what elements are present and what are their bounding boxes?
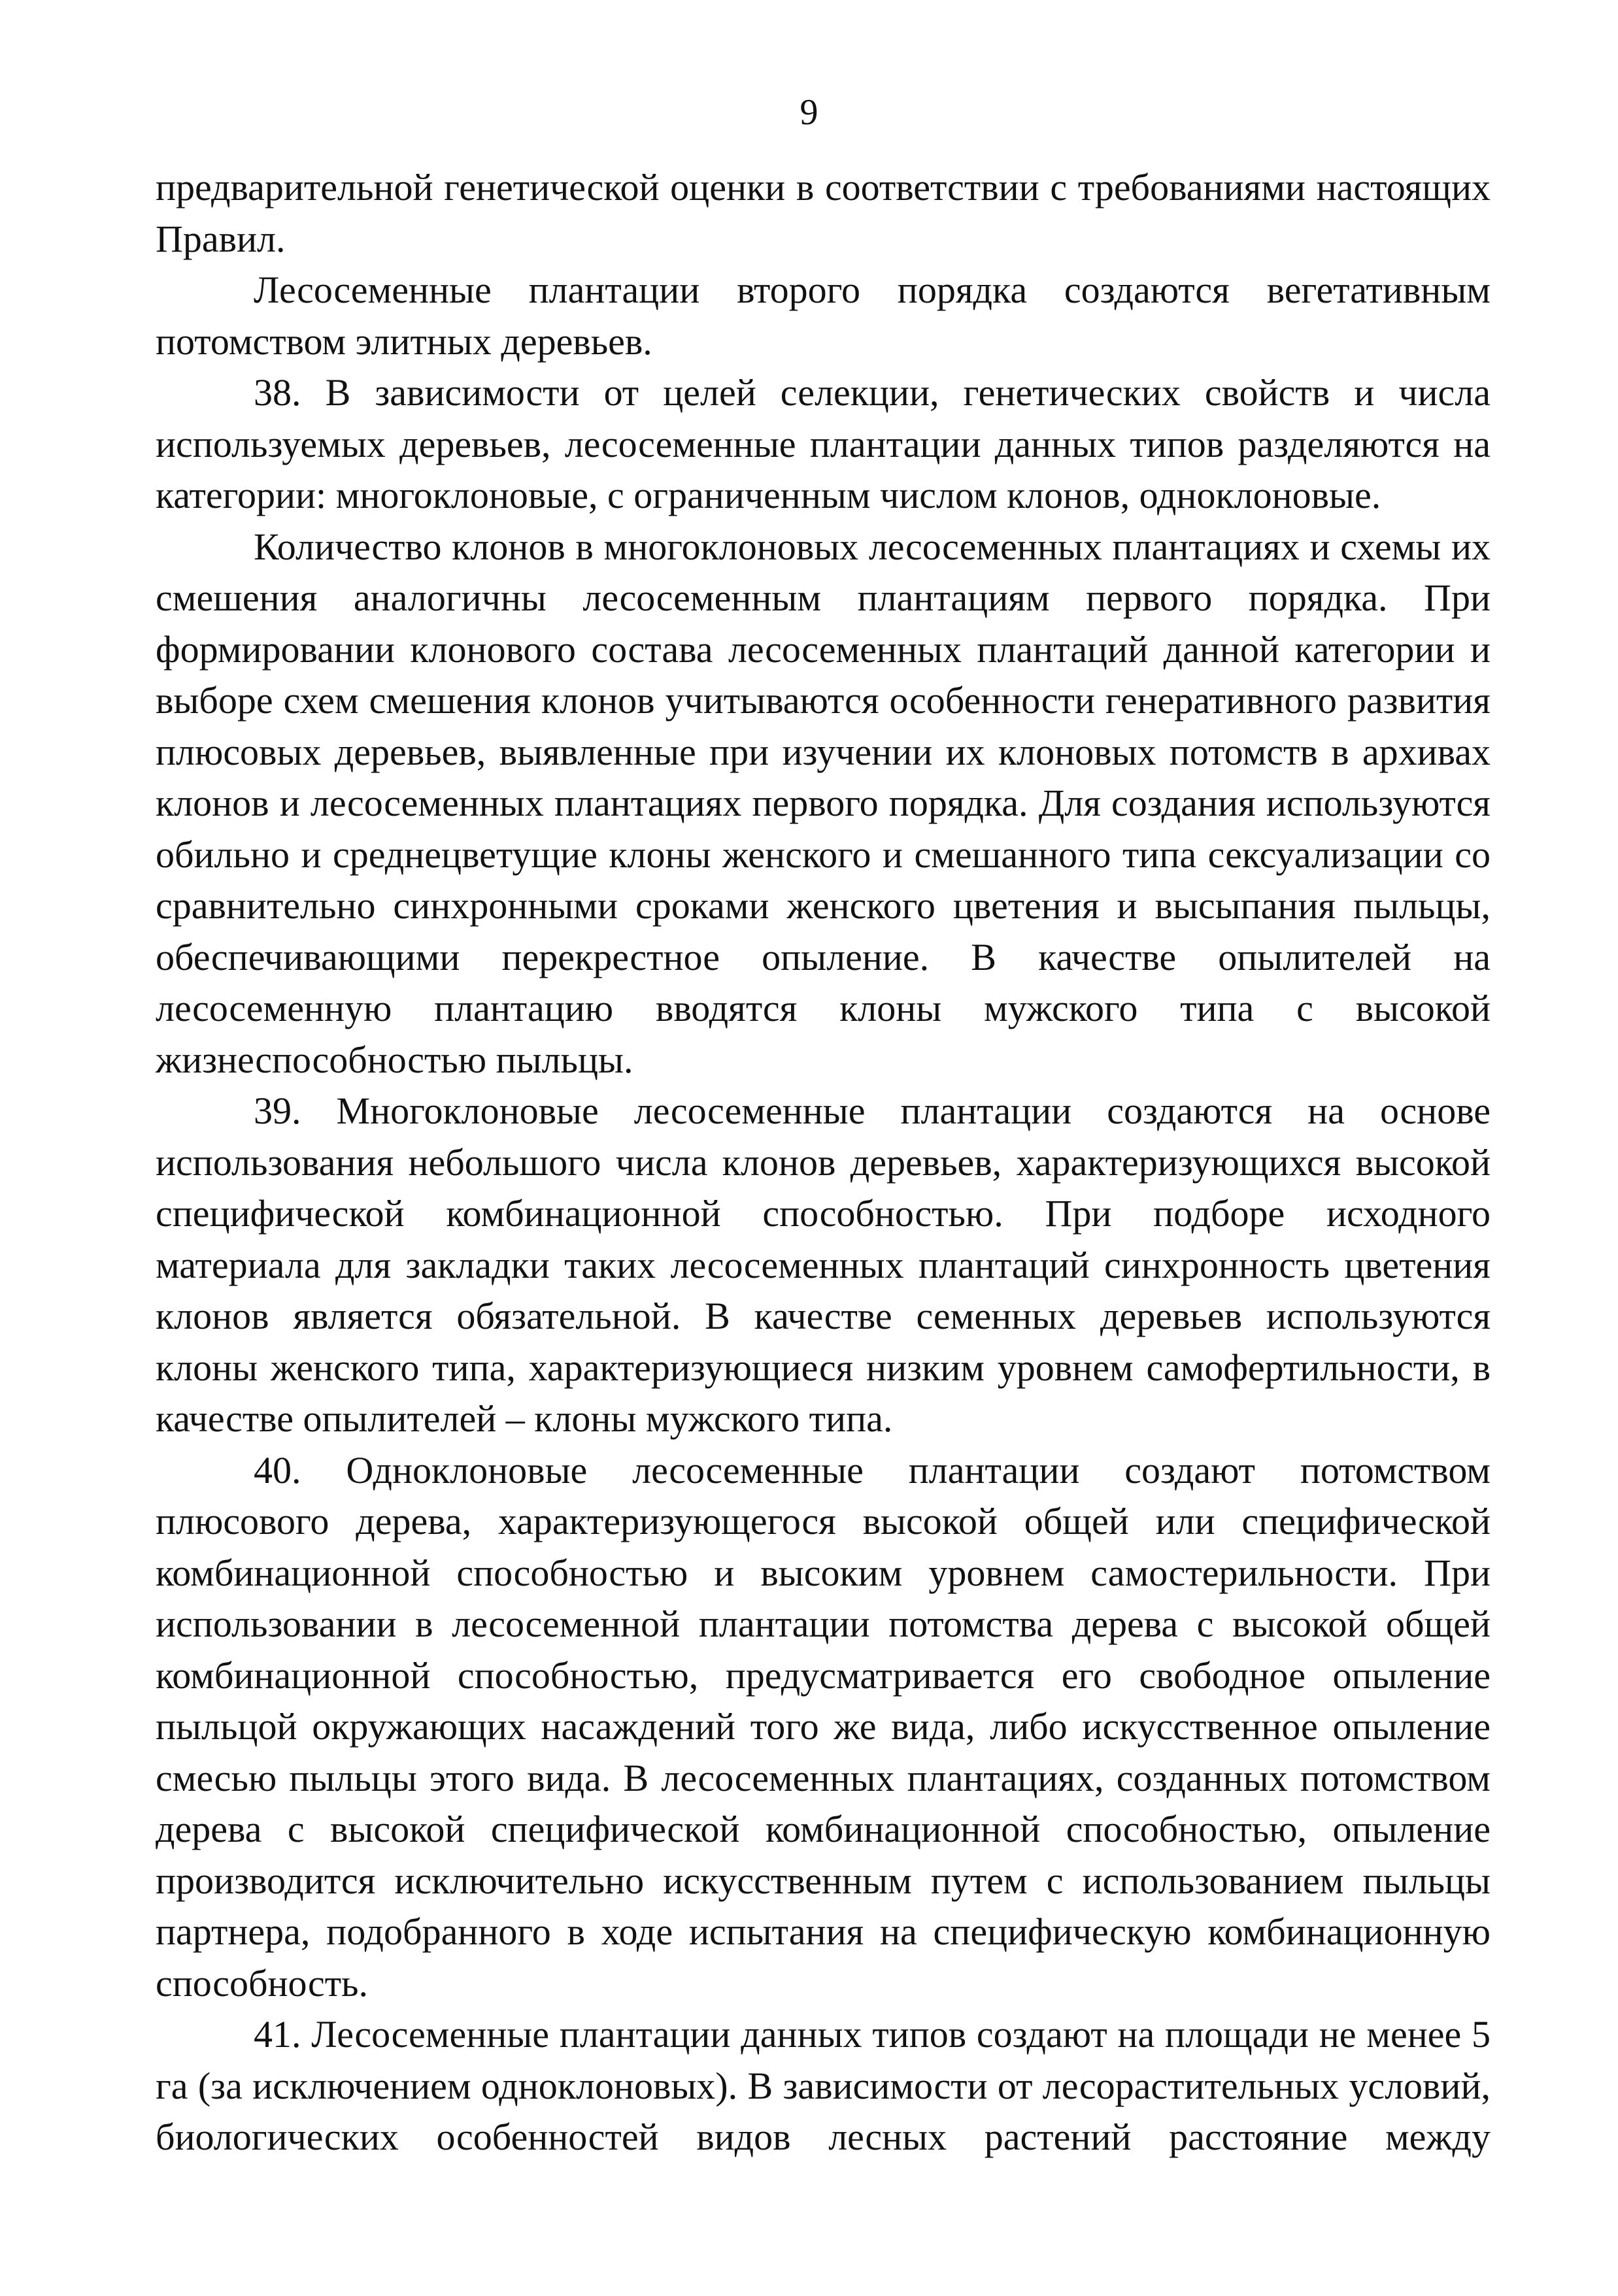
paragraph-item-40: 40. Одноклоновые лесосеменные плантации создают потомством плюсового дерева, характеризующегося высокой общей или специфической комбинационной способностью и высоким уровнем самостерильности. При использовании в лесосеменной плантации потомства дерева с высокой общей комбинационной способностью, предусматривается его свободное опыление пыльцой окружающих насаждений того же вида, либо искусственное опыление смесью пыльцы этого вида. В лесосеменных плантациях, созданных потомством дерева с высокой специфической комбинационной способностью, опыление производится исключительно искусственным путем с использованием пыльцы партнера, подобранного в ходе испытания на специфическую комбинационную способность. xyxy=(156,1448,1491,2005)
page-number: 9 xyxy=(800,92,818,133)
paragraph-item-39: 39. Многоклоновые лесосеменные плантации создаются на основе использования небольшого числа клонов деревьев, характеризующихся высокой специфической комбинационной способностью. При подборе исходного материала для закладки таких лесосеменных плантаций синхронность цветения клонов является обязательной. В качестве семенных деревьев используются клоны женского типа, характеризующиеся низким уровнем самофертильности, в качестве опылителей – клоны мужского типа. xyxy=(156,1090,1491,1440)
paragraph-item-41: 41. Лесосеменные плантации данных типов создают на площади не менее 5 га (за исключением одноклоновых). В зависимости от лесорастительных условий, биологических особенностей видов лесных растений расстояние между xyxy=(156,2013,1491,2158)
paragraph-item-38: 38. В зависимости от целей селекции, генетических свойств и числа используемых деревьев, лесосеменные плантации данных типов разделяются на категории: многоклоновые, с ограниченным числом клонов, одноклоновые. xyxy=(156,371,1491,516)
paragraph-clone-count: Количество клонов в многоклоновых лесосеменных плантациях и схемы их смешения аналогичны лесосеменным плантациям первого порядка. При формировании клонового состава лесосеменных плантаций данной категории и выборе схем смешения клонов учитываются особенности генеративного развития плюсовых деревьев, выявленные при изучении их клоновых потомств в архивах клонов и лесосеменных плантациях первого порядка. Для создания используются обильно и среднецветущие клоны женского и смешанного типа сексуализации со сравнительно синхронными сроками женского цветения и высыпания пыльцы, обеспечивающими перекрестное опыление. В качестве опылителей на лесосеменную плантацию вводятся клоны мужского типа с высокой жизнеспособностью пыльцы. xyxy=(156,525,1491,1081)
document-body xyxy=(156,162,1491,2163)
paragraph-second-order-plantations: Лесосеменные плантации второго порядка создаются вегетативным потомством элитных деревьев. xyxy=(156,269,1491,363)
paragraph-continuation: предварительной генетической оценки в соответствии с требованиями настоящих Правил. xyxy=(156,166,1491,260)
